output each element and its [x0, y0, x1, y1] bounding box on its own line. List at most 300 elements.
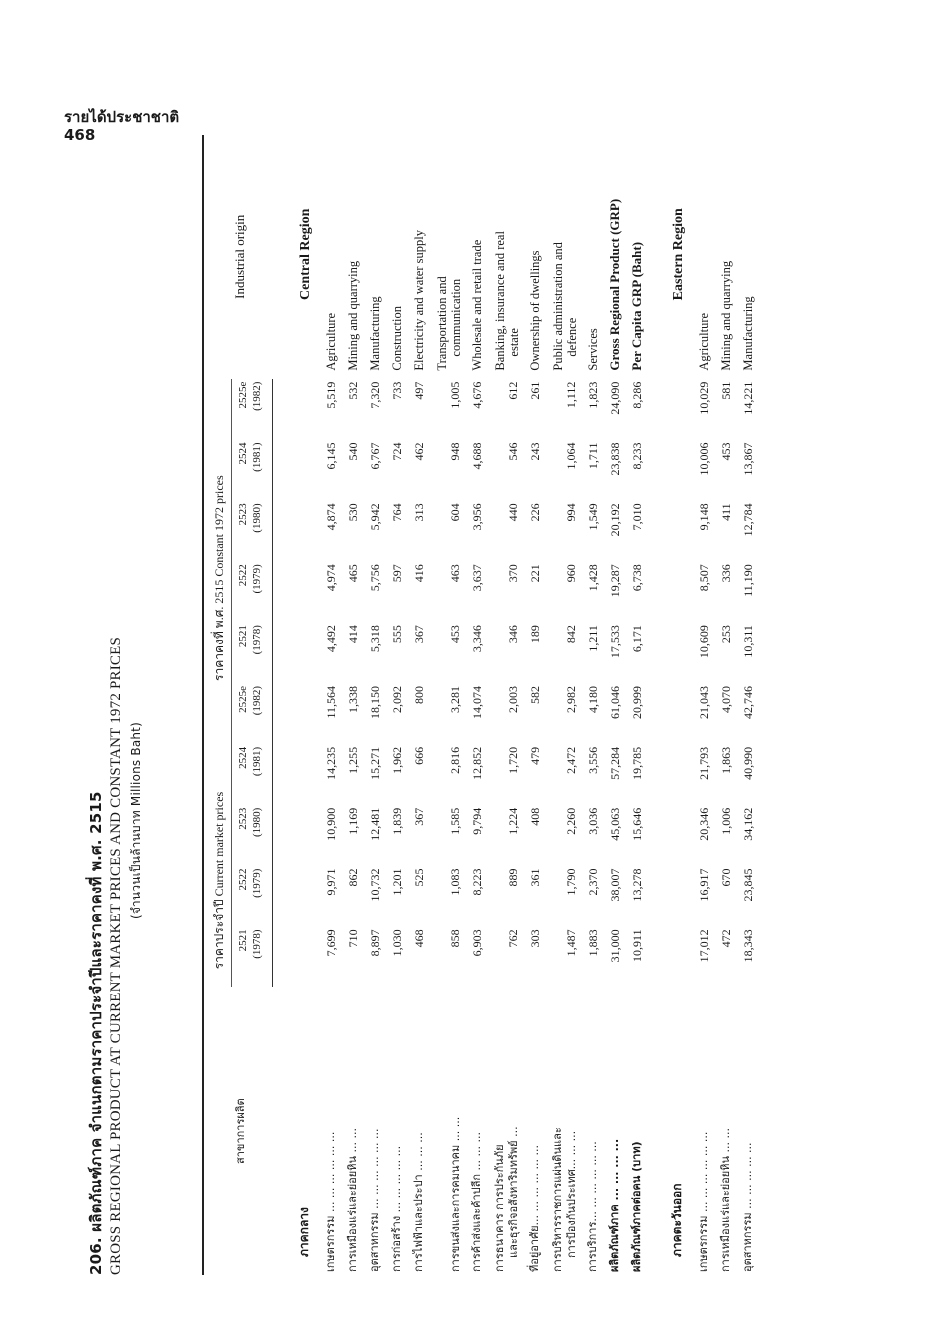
- year-header: [232, 683, 273, 744]
- year-gregorian: (1979): [251, 564, 263, 594]
- value-cell: 7,699: [324, 929, 338, 957]
- value-cell: 14,074: [470, 685, 484, 719]
- value-cell: 21,043: [697, 685, 711, 719]
- value-cell: 604: [448, 503, 462, 522]
- label-line: อุตสาหกรรม ... ... ... ... ...: [741, 1142, 754, 1272]
- label-line: estate: [507, 328, 521, 357]
- value-cell: 666: [412, 746, 426, 765]
- table-title-block: [86, 135, 146, 1275]
- empty-cell: [646, 744, 691, 805]
- year-header: [232, 440, 273, 501]
- year-header: [232, 744, 273, 805]
- rotated-table-page: [86, 135, 806, 1275]
- value-cell: 1,201: [390, 868, 404, 896]
- value-cell: 1,823: [586, 381, 600, 409]
- label-line: Public administration and: [551, 242, 565, 371]
- label-line: การบริการ... ... ... ... ... ...: [586, 1141, 599, 1272]
- year-gregorian: (1982): [251, 685, 263, 716]
- row-label-english: [691, 135, 713, 379]
- table-title-english: GROSS REGIONAL PRODUCT AT CURRENT MARKET PRICES AND CONSTANT 1972 PRICES: [108, 636, 124, 1275]
- value-cell: 8,286: [630, 381, 644, 409]
- value-cell: 10,911: [630, 929, 644, 962]
- row-label-thai: [362, 987, 384, 1275]
- value-cell: 19,785: [630, 746, 644, 780]
- empty-cell: [646, 440, 691, 501]
- year-buddhist: 2524: [237, 442, 249, 465]
- origin-header-thai: สาขาการผลิต: [234, 1098, 248, 1164]
- row-label-english: [340, 135, 362, 379]
- value-cell: 8,507: [697, 564, 711, 592]
- year-gregorian: (1981): [251, 442, 263, 472]
- table-row: [428, 135, 464, 1275]
- value-cell: 465: [346, 564, 360, 583]
- value-cell: 23,838: [608, 442, 622, 476]
- value-cell: 10,609: [697, 625, 711, 659]
- value-cell: 11,564: [324, 685, 338, 719]
- value-cell: 960: [564, 564, 578, 583]
- value-cell: 1,711: [586, 442, 600, 470]
- value-cell: 367: [412, 807, 426, 826]
- value-cell: 889: [506, 868, 520, 887]
- value-cell: 3,281: [448, 685, 462, 713]
- label-line: Services: [586, 328, 600, 371]
- section-title-english: Eastern Region: [671, 208, 686, 301]
- label-line: Gross Regional Product (GRP): [607, 198, 622, 371]
- value-cell: 20,192: [608, 503, 622, 537]
- value-cell: 1,064: [564, 442, 578, 470]
- value-cell: 4,070: [719, 685, 733, 713]
- value-cell: 6,145: [324, 442, 338, 470]
- section-title-english: Central Region: [298, 208, 313, 300]
- value-cell: 10,311: [741, 625, 755, 658]
- table-row: [406, 135, 428, 1275]
- value-cell: 762: [506, 929, 520, 948]
- value-cell: 530: [346, 503, 360, 522]
- empty-cell: [646, 622, 691, 683]
- value-cell: 6,171: [630, 625, 644, 653]
- value-cell: 20,999: [630, 685, 644, 719]
- value-cell: 38,007: [608, 868, 622, 902]
- table-row: [362, 135, 384, 1275]
- value-cell: 948: [448, 442, 462, 461]
- label-line: Agriculture: [324, 312, 338, 371]
- year-gregorian: (1978): [251, 929, 263, 959]
- value-cell: 612: [506, 381, 520, 400]
- value-cell: 479: [528, 746, 542, 765]
- year-buddhist: 2521: [237, 625, 249, 648]
- section-header-row: [273, 135, 319, 1275]
- value-cell: 2,260: [564, 807, 578, 835]
- empty-cell: [273, 926, 319, 987]
- row-label-english: [464, 135, 486, 379]
- row-label-thai: [464, 987, 486, 1275]
- value-cell: 189: [528, 625, 542, 644]
- value-cell: 1,112: [564, 381, 578, 409]
- row-label-thai: [713, 987, 735, 1275]
- label-line: communication: [449, 278, 463, 357]
- value-cell: 440: [506, 503, 520, 522]
- value-cell: 1,030: [390, 929, 404, 957]
- value-cell: 221: [528, 564, 542, 583]
- year-buddhist: 2521: [237, 929, 249, 952]
- value-cell: 1,255: [346, 746, 360, 774]
- value-cell: 370: [506, 564, 520, 583]
- value-cell: 10,029: [697, 381, 711, 415]
- value-cell: 9,148: [697, 503, 711, 531]
- label-line: Banking, insurance and real: [493, 231, 507, 371]
- empty-cell: [273, 805, 319, 866]
- row-label-english: [580, 135, 602, 379]
- value-cell: 497: [412, 381, 426, 400]
- value-cell: 3,556: [586, 746, 600, 774]
- table-row: [340, 135, 362, 1275]
- label-line: การป้องกันประเทศ... ... ...: [565, 1130, 578, 1258]
- value-cell: 416: [412, 564, 426, 583]
- value-cell: 9,971: [324, 868, 338, 896]
- value-cell: 12,784: [741, 503, 755, 537]
- empty-cell: [646, 683, 691, 744]
- value-cell: 6,767: [368, 442, 382, 470]
- label-line: การบริหารราชการแผ่นดินและ: [551, 1127, 564, 1272]
- value-cell: 597: [390, 564, 404, 583]
- value-cell: 994: [564, 503, 578, 522]
- value-cell: 17,533: [608, 625, 622, 659]
- value-cell: 6,738: [630, 564, 644, 592]
- value-cell: 31,000: [608, 929, 622, 963]
- origin-header-english: Industrial origin: [232, 214, 248, 299]
- value-cell: 5,756: [368, 564, 382, 592]
- value-cell: 2,472: [564, 746, 578, 774]
- empty-cell: [273, 379, 319, 440]
- row-label-english: [522, 135, 544, 379]
- value-cell: 10,900: [324, 807, 338, 841]
- value-cell: 23,845: [741, 868, 755, 902]
- value-cell: 468: [412, 929, 426, 948]
- value-cell: 12,852: [470, 746, 484, 780]
- value-cell: 4,492: [324, 625, 338, 653]
- top-rule: [202, 135, 204, 1275]
- gross-regional-product-table: [208, 135, 757, 1275]
- empty-cell: [646, 379, 691, 440]
- row-label-english: [602, 135, 624, 379]
- value-cell: 13,278: [630, 868, 644, 902]
- value-cell: 670: [719, 868, 733, 887]
- value-cell: 862: [346, 868, 360, 887]
- label-line: defence: [565, 317, 579, 357]
- value-cell: 1,962: [390, 746, 404, 774]
- value-cell: 18,343: [741, 929, 755, 963]
- value-cell: 4,688: [470, 442, 484, 470]
- value-cell: 1,338: [346, 685, 360, 713]
- year-gregorian: (1980): [251, 503, 263, 533]
- value-cell: 724: [390, 442, 404, 461]
- row-label-english: [318, 135, 340, 379]
- table-row: [580, 135, 602, 1275]
- label-line: การค้าส่งและค้าปลีก ... ... ...: [470, 1132, 483, 1272]
- label-line: เกษตรกรรม ... ... ... ... ... ...: [697, 1131, 710, 1272]
- empty-cell: [273, 683, 319, 744]
- label-line: Ownership of dwellings: [528, 250, 542, 371]
- table-body: [273, 135, 758, 1275]
- value-cell: 10,732: [368, 868, 382, 902]
- value-cell: 12,481: [368, 807, 382, 841]
- value-cell: 2,370: [586, 868, 600, 896]
- section-title-thai: ภาคตะวันออก: [670, 1183, 684, 1257]
- value-cell: 414: [346, 625, 360, 644]
- year-buddhist: 2525e: [237, 381, 249, 409]
- table-row: [713, 135, 735, 1275]
- empty-cell: [646, 500, 691, 561]
- value-cell: 15,271: [368, 746, 382, 780]
- value-cell: 581: [719, 381, 733, 400]
- table-row: [735, 135, 757, 1275]
- table-row: [624, 135, 646, 1275]
- label-line: Mining and quarrying: [719, 260, 733, 371]
- table-row: [464, 135, 486, 1275]
- value-cell: 24,090: [608, 381, 622, 415]
- row-label-thai: [735, 987, 757, 1275]
- label-line: Electricity and water supply: [412, 230, 426, 371]
- value-cell: 253: [719, 625, 733, 644]
- row-label-thai: [384, 987, 406, 1275]
- section-header-row: [646, 135, 691, 1275]
- empty-cell: [273, 440, 319, 501]
- year-gregorian: (1981): [251, 746, 263, 777]
- table-row: [486, 135, 522, 1275]
- value-cell: 1,083: [448, 868, 462, 896]
- value-cell: 555: [390, 625, 404, 644]
- value-cell: 8,233: [630, 442, 644, 470]
- value-cell: 1,790: [564, 868, 578, 896]
- value-cell: 408: [528, 807, 542, 826]
- row-label-thai: [340, 987, 362, 1275]
- table-row: [522, 135, 544, 1275]
- table-row: [691, 135, 713, 1275]
- value-cell: 453: [719, 442, 733, 461]
- current-prices-header: ราคาประจำปี Current market prices: [212, 791, 226, 970]
- value-cell: 842: [564, 625, 578, 644]
- value-cell: 5,942: [368, 503, 382, 531]
- label-line: การเหมืองแร่และย่อยหิน ... ...: [346, 1128, 359, 1272]
- label-line: ผลิตภัณฑ์ภาค ... ... ... ...: [608, 1138, 621, 1272]
- value-cell: 243: [528, 442, 542, 461]
- label-line: Wholesale and retail trade: [470, 239, 484, 371]
- row-label-english: [735, 135, 757, 379]
- value-cell: 532: [346, 381, 360, 400]
- year-header: [232, 805, 273, 866]
- value-cell: 525: [412, 868, 426, 887]
- row-label-thai: [406, 987, 428, 1275]
- value-cell: 1,169: [346, 807, 360, 835]
- value-cell: 346: [506, 625, 520, 644]
- value-cell: 2,003: [506, 685, 520, 713]
- row-label-english: [406, 135, 428, 379]
- value-cell: 1,585: [448, 807, 462, 835]
- value-cell: 411: [719, 503, 733, 521]
- value-cell: 1,863: [719, 746, 733, 774]
- value-cell: 7,320: [368, 381, 382, 409]
- label-line: การไฟฟ้าและประปา ... ... ...: [412, 1132, 425, 1272]
- year-header: [232, 500, 273, 561]
- value-cell: 2,816: [448, 746, 462, 774]
- value-cell: 453: [448, 625, 462, 644]
- book-title: รายได้ประชาชาติ: [64, 108, 180, 126]
- value-cell: 18,150: [368, 685, 382, 719]
- value-cell: 20,346: [697, 807, 711, 841]
- row-label-english: [713, 135, 735, 379]
- value-cell: 4,974: [324, 564, 338, 592]
- value-cell: 13,867: [741, 442, 755, 476]
- value-cell: 226: [528, 503, 542, 522]
- value-cell: 582: [528, 685, 542, 704]
- value-cell: 733: [390, 381, 404, 400]
- empty-cell: [273, 561, 319, 622]
- empty-cell: [646, 805, 691, 866]
- value-cell: 34,162: [741, 807, 755, 841]
- label-line: ที่อยู่อาศัย... ... ... ... ... ...: [528, 1145, 541, 1272]
- table-row: [544, 135, 580, 1275]
- value-cell: 2,092: [390, 685, 404, 713]
- year-header: [232, 866, 273, 927]
- year-gregorian: (1980): [251, 807, 263, 838]
- year-header: [232, 561, 273, 622]
- value-cell: 303: [528, 929, 542, 948]
- empty-cell: [646, 561, 691, 622]
- label-line: อุตสาหกรรม ... ... ... ... ... ...: [368, 1128, 381, 1272]
- value-cell: 367: [412, 625, 426, 644]
- year-header: [232, 379, 273, 440]
- row-label-english: [362, 135, 384, 379]
- label-line: Manufacturing: [368, 296, 382, 371]
- value-cell: 10,006: [697, 442, 711, 476]
- value-cell: 3,036: [586, 807, 600, 835]
- value-cell: 1,720: [506, 746, 520, 774]
- value-cell: 336: [719, 564, 733, 583]
- label-line: การเหมืองแร่และย่อยหิน ... ...: [719, 1128, 732, 1272]
- table-unit-note: (จำนวนเป็นล้านบาท Millions Baht): [129, 722, 143, 919]
- value-cell: 57,284: [608, 746, 622, 780]
- value-cell: 1,005: [448, 381, 462, 409]
- label-line: Per Capita GRP (Baht): [629, 241, 644, 371]
- value-cell: 710: [346, 929, 360, 948]
- empty-cell: [646, 926, 691, 987]
- value-cell: 1,549: [586, 503, 600, 531]
- value-cell: 3,346: [470, 625, 484, 653]
- value-cell: 14,235: [324, 746, 338, 780]
- row-label-thai: [691, 987, 713, 1275]
- year-gregorian: (1978): [251, 625, 263, 655]
- value-cell: 5,318: [368, 625, 382, 653]
- label-line: Manufacturing: [741, 296, 755, 371]
- row-label-thai: [580, 987, 602, 1275]
- value-cell: 462: [412, 442, 426, 461]
- value-cell: 45,063: [608, 807, 622, 841]
- year-gregorian: (1982): [251, 381, 263, 411]
- row-label-english: [544, 135, 580, 379]
- empty-cell: [273, 866, 319, 927]
- value-cell: 261: [528, 381, 542, 400]
- value-cell: 19,287: [608, 564, 622, 598]
- value-cell: 4,180: [586, 685, 600, 713]
- label-line: Mining and quarrying: [346, 260, 360, 371]
- label-line: ผลิตภัณฑ์ภาคต่อคน (บาท): [630, 1141, 643, 1272]
- row-label-english: [486, 135, 522, 379]
- value-cell: 858: [448, 929, 462, 948]
- header-group-row: [208, 135, 232, 1275]
- empty-cell: [273, 744, 319, 805]
- year-gregorian: (1979): [251, 868, 263, 898]
- value-cell: 16,917: [697, 868, 711, 902]
- value-cell: 1,883: [586, 929, 600, 957]
- value-cell: 5,519: [324, 381, 338, 409]
- row-label-thai: [624, 987, 646, 1275]
- value-cell: 4,676: [470, 381, 484, 409]
- constant-prices-header: ราคาคงที่ พ.ศ. 2515 Constant 1972 prices: [212, 475, 226, 681]
- value-cell: 3,637: [470, 564, 484, 592]
- page-number: 468: [64, 126, 96, 144]
- row-label-thai: [602, 987, 624, 1275]
- table-row: [318, 135, 340, 1275]
- value-cell: 8,897: [368, 929, 382, 957]
- value-cell: 764: [390, 503, 404, 522]
- label-line: และธุรกิจอสังหาริมทรัพย์ ...: [507, 1126, 520, 1258]
- value-cell: 61,046: [608, 685, 622, 719]
- year-buddhist: 2523: [237, 807, 249, 830]
- value-cell: 15,646: [630, 807, 644, 841]
- value-cell: 800: [412, 685, 426, 704]
- value-cell: 2,982: [564, 685, 578, 713]
- value-cell: 17,012: [697, 929, 711, 963]
- value-cell: 472: [719, 929, 733, 948]
- table-row: [602, 135, 624, 1275]
- label-line: Agriculture: [697, 312, 711, 371]
- value-cell: 9,794: [470, 807, 484, 835]
- label-line: เกษตรกรรม ... ... ... ... ... ...: [324, 1131, 337, 1272]
- empty-cell: [273, 622, 319, 683]
- value-cell: 313: [412, 503, 426, 522]
- value-cell: 1,839: [390, 807, 404, 835]
- empty-cell: [646, 866, 691, 927]
- value-cell: 1,487: [564, 929, 578, 957]
- year-buddhist: 2524: [237, 746, 249, 769]
- year-buddhist: 2523: [237, 503, 249, 526]
- value-cell: 1,428: [586, 564, 600, 592]
- value-cell: 1,224: [506, 807, 520, 835]
- value-cell: 540: [346, 442, 360, 461]
- value-cell: 546: [506, 442, 520, 461]
- value-cell: 42,746: [741, 685, 755, 719]
- year-header: [232, 622, 273, 683]
- value-cell: 6,903: [470, 929, 484, 957]
- value-cell: 14,221: [741, 381, 755, 415]
- row-label-english: [428, 135, 464, 379]
- year-buddhist: 2525e: [237, 685, 249, 713]
- row-label-thai: [428, 987, 464, 1275]
- value-cell: 463: [448, 564, 462, 583]
- section-title-thai: ภาคกลาง: [297, 1207, 311, 1257]
- value-cell: 11,190: [741, 564, 755, 597]
- year-header: [232, 926, 273, 987]
- value-cell: 1,006: [719, 807, 733, 835]
- value-cell: 361: [528, 868, 542, 887]
- value-cell: 3,956: [470, 503, 484, 531]
- table-row: [384, 135, 406, 1275]
- value-cell: 21,793: [697, 746, 711, 780]
- label-line: Transportation and: [435, 276, 449, 371]
- label-line: การขนส่งและการคมนาคม ... ...: [449, 1116, 462, 1272]
- label-line: การก่อสร้าง ... ... ... ... ...: [390, 1145, 403, 1272]
- value-cell: 1,211: [586, 625, 600, 652]
